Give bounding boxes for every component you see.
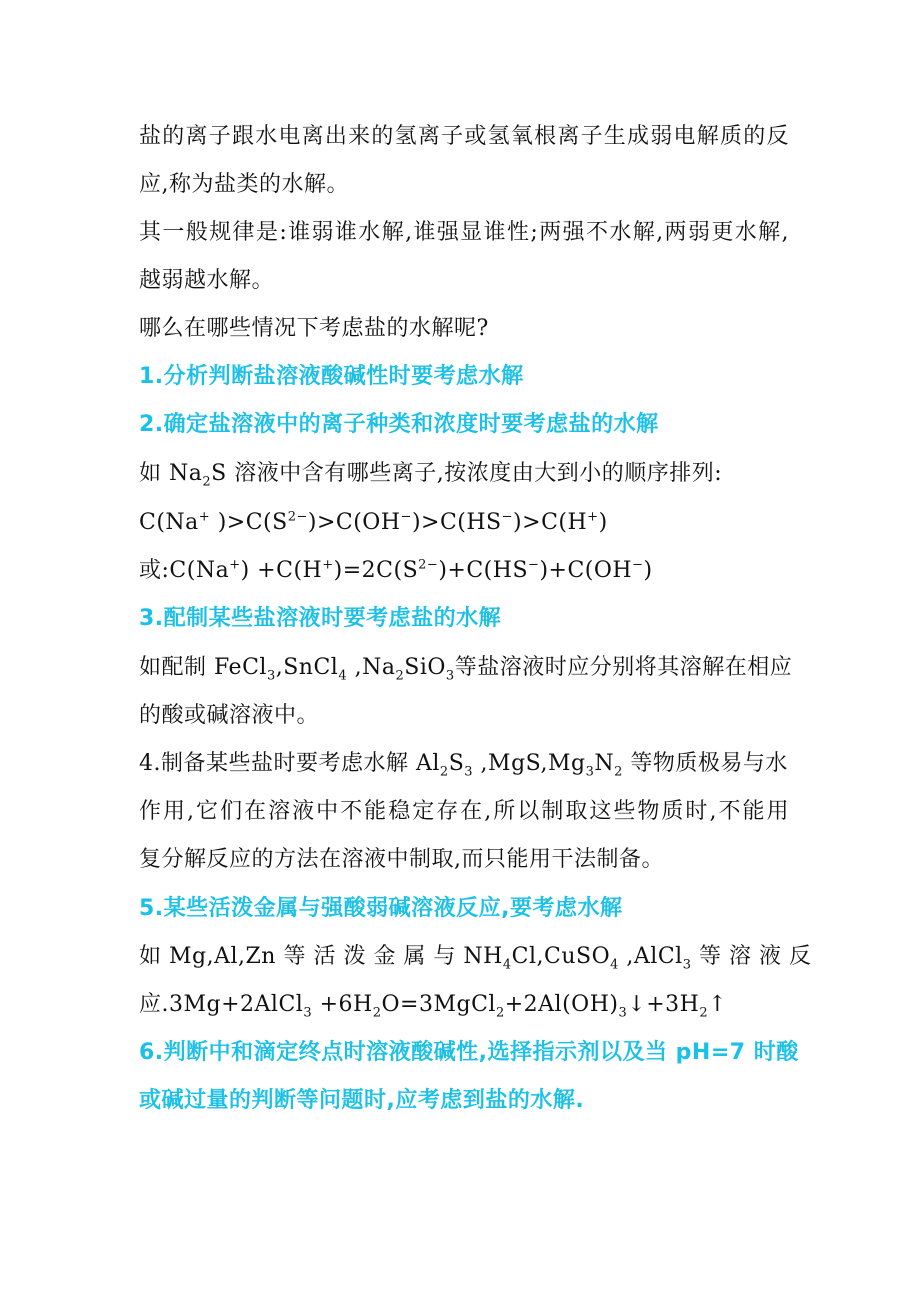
ion-order-t5: )>C(H — [513, 510, 588, 535]
prep-line-2: 的酸或碱溶液中。 — [139, 703, 320, 728]
question-paragraph: 哪么在哪些情况下考虑盐的水解呢? — [139, 316, 489, 341]
intro-paragraph-line-2: 应,称为盐类的水解。 — [139, 172, 349, 197]
prep-b3: 2 — [395, 668, 405, 684]
item4-b4: 2 — [614, 764, 623, 780]
na2s-intro-b: S 溶液中含有哪些离子,按浓度由大到小的顺序排列: — [211, 461, 723, 486]
item5-t1: 如 Mg,Al,Zn 等 活 泼 金 属 与 NH — [139, 944, 503, 969]
heading-6-line-1: 6.判断中和滴定终点时溶液酸碱性,选择指示剂以及当 pH=7 时酸 — [139, 1040, 799, 1065]
ion-order-t2: )>C(S — [210, 510, 288, 535]
prep-t5: 等盐溶液时应分别将其溶解在相应 — [454, 655, 793, 680]
balance-s2: + — [322, 557, 334, 573]
prep-t4: SiO — [404, 655, 446, 680]
na2s-intro-sub: 2 — [202, 474, 212, 490]
balance-t5: )+C(OH — [539, 558, 633, 583]
balance-s3: 2− — [418, 557, 439, 573]
prep-b1: 3 — [266, 668, 276, 684]
heading-1: 1.分析判断盐溶液酸碱性时要考虑水解 — [139, 364, 524, 389]
na2s-intro-a: 如 Na — [139, 461, 203, 486]
balance-t4: )+C(HS — [438, 558, 529, 583]
item5-t2: Cl,CuSO — [511, 944, 611, 969]
item4-b2: 3 — [464, 764, 474, 780]
prep-t2: ,SnCl — [275, 655, 339, 680]
ion-order-s5: + — [587, 509, 599, 525]
prep-b2: 4 — [338, 668, 348, 684]
heading-5: 5.某些活泼金属与强酸弱碱溶液反应,要考虑水解 — [139, 896, 623, 921]
item5-b3: 3 — [682, 957, 692, 973]
ion-order-t4: )>C(HS — [411, 510, 502, 535]
eq-e2: +6H — [312, 992, 373, 1017]
ion-order-s2: 2− — [287, 509, 308, 525]
prep-t3: ,Na — [347, 655, 396, 680]
item5-b2: 4 — [610, 957, 619, 973]
item4-line-3: 复分解反应的方法在溶液中制取,而只能用干法制备。 — [139, 847, 664, 872]
item4-t2: S — [448, 751, 465, 776]
balance-s5: − — [632, 557, 644, 573]
heading-6-line-2: 或碱过量的判断等问题时,应考虑到盐的水解. — [139, 1088, 585, 1113]
item4-t4: N — [594, 751, 615, 776]
balance-s4: − — [528, 557, 540, 573]
reaction-equation — [139, 989, 789, 1021]
balance-s1: + — [229, 557, 241, 573]
eq-q2: 2 — [372, 1005, 382, 1021]
balance-t6: ) — [643, 558, 653, 583]
eq-e3: O=3MgCl — [381, 992, 496, 1017]
ion-order-s4: − — [501, 509, 514, 525]
item4-t5: 等物质极易与水 — [622, 751, 788, 776]
eq-e1: 应.3Mg+2AlCl — [139, 992, 304, 1017]
ion-order-formula — [139, 507, 789, 539]
balance-t2: ) +C(H — [240, 558, 323, 583]
item4-t3: ,MgS,Mg — [473, 751, 586, 776]
eq-q3: 2 — [495, 1005, 505, 1021]
item4-line-2: 作用,它们在溶液中不能稳定存在,所以制取这些物质时,不能用 — [139, 799, 789, 824]
item4-b3: 3 — [585, 764, 595, 780]
item4-t1: 4.制备某些盐时要考虑水解 Al — [139, 751, 440, 776]
heading-2: 2.确定盐溶液中的离子种类和浓度时要考虑盐的水解 — [139, 412, 659, 437]
item5-t4: 等 溶 液 反 — [691, 944, 812, 969]
ion-order-s1: + — [198, 509, 211, 525]
prep-line-1 — [139, 652, 793, 684]
eq-q4: 3 — [618, 1005, 628, 1021]
eq-q1: 3 — [303, 1005, 313, 1021]
ion-order-s3: − — [400, 509, 412, 525]
rule-paragraph-line-2: 越弱越水解。 — [139, 268, 275, 293]
balance-t1: 或:C(Na — [139, 558, 230, 583]
eq-e4: +2Al(OH) — [504, 992, 619, 1017]
item4-line-1 — [139, 748, 789, 780]
eq-e5: ↓+3H — [627, 992, 700, 1017]
na2s-intro — [139, 458, 789, 490]
prep-t1: 如配制 FeCl — [139, 655, 267, 680]
rule-paragraph-line-1: 其一般规律是:谁弱谁水解,谁强显谁性;两强不水解,两弱更水解, — [139, 220, 789, 245]
ion-order-t1: C(Na — [139, 510, 199, 535]
heading-3: 3.配制某些盐溶液时要考虑盐的水解 — [139, 606, 502, 631]
eq-e6: ↑ — [708, 992, 728, 1017]
eq-q5: 2 — [699, 1005, 709, 1021]
charge-balance-formula — [139, 555, 789, 587]
balance-t3: )=2C(S — [333, 558, 419, 583]
item5-b1: 4 — [502, 957, 512, 973]
ion-order-t6: ) — [598, 510, 608, 535]
item5-line-1 — [139, 941, 812, 973]
ion-order-t3: )>C(OH — [307, 510, 401, 535]
item5-t3: ,AlCl — [618, 944, 683, 969]
item4-b1: 2 — [439, 764, 449, 780]
intro-paragraph-line-1: 盐的离子跟水电离出来的氢离子或氢氧根离子生成弱电解质的反 — [139, 124, 789, 149]
prep-b4: 3 — [445, 668, 455, 684]
